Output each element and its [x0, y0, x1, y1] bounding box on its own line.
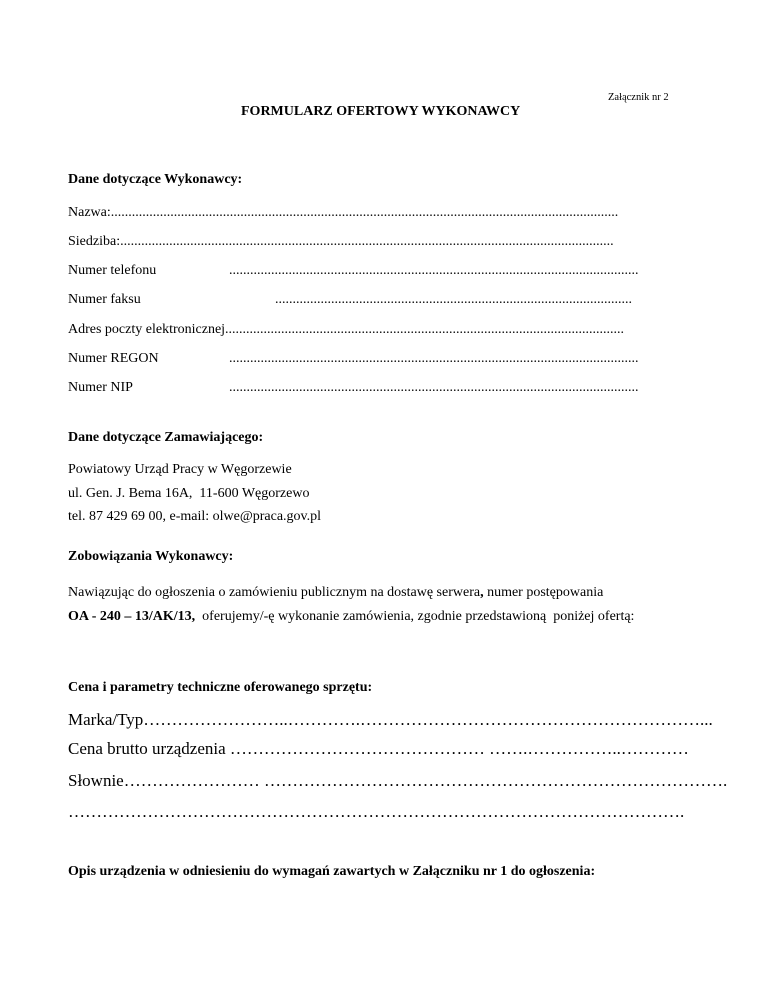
obligations-text-part1: Nawiązując do ogłoszenia o zamówieniu publicznym na dostawę serwera [68, 585, 481, 600]
ordering-party-contact: tel. 87 429 69 00, e-mail: olwe@praca.gov.pl [68, 509, 322, 524]
nip-dots: ..................................................................................................................... [229, 380, 639, 395]
phone-dots: ..................................................................................................................... [229, 263, 639, 278]
words-line: Słownie…………………… ………………………………………………………………………. [68, 771, 728, 790]
obligations-text-part3: oferujemy/-ę wykonanie zamówienia, zgodnie przedstawioną poniżej ofertą: [195, 609, 635, 624]
regon-label: Numer REGON [68, 351, 159, 366]
obligations-text-line2 [68, 609, 634, 625]
obligations-heading: Zobowiązania Wykonawcy: [68, 549, 234, 564]
brand-line: Marka/Typ……………………..………….……………………………………………………... [68, 710, 713, 729]
form-title: FORMULARZ OFERTOWY WYKONAWCY [241, 104, 521, 119]
ordering-party-address: ul. Gen. J. Bema 16A, 11-600 Węgorzewo [68, 486, 310, 501]
blank-line: ………………………………………………………………………………………………. [68, 802, 685, 821]
obligations-text-part2: numer postępowania [483, 585, 604, 600]
regon-dots: ..................................................................................................................... [229, 351, 639, 366]
obligations-comma: , [480, 585, 484, 600]
obligations-text-line1 [68, 585, 603, 601]
price-line: Cena brutto urządzenia ……………………………………… …….……………..………… [68, 739, 689, 758]
contractor-heading: Dane dotyczące Wykonawcy: [68, 172, 243, 187]
fax-label: Numer faksu [68, 292, 141, 307]
attachment-label: Załącznik nr 2 [608, 92, 669, 103]
ordering-party-name: Powiatowy Urząd Pracy w Węgorzewie [68, 462, 292, 477]
fax-dots: ...................................................................................................... [275, 292, 632, 307]
contractor-seat-line: Siedziba:............................................................................................................................................. [68, 234, 614, 249]
ordering-party-heading: Dane dotyczące Zamawiającego: [68, 430, 264, 445]
phone-label: Numer telefonu [68, 263, 157, 278]
description-heading: Opis urządzenia w odniesieniu do wymagań zawartych w Załączniku nr 1 do ogłoszenia: [68, 864, 596, 879]
email-line: Adres poczty elektronicznej.................................................................................................................. [68, 322, 625, 337]
case-number: OA - 240 – 13/AK/13, [68, 609, 196, 624]
price-heading: Cena i parametry techniczne oferowanego sprzętu: [68, 680, 373, 695]
contractor-name-line: Nazwa:................................................................................................................................................. [68, 205, 619, 220]
nip-label: Numer NIP [68, 380, 133, 395]
